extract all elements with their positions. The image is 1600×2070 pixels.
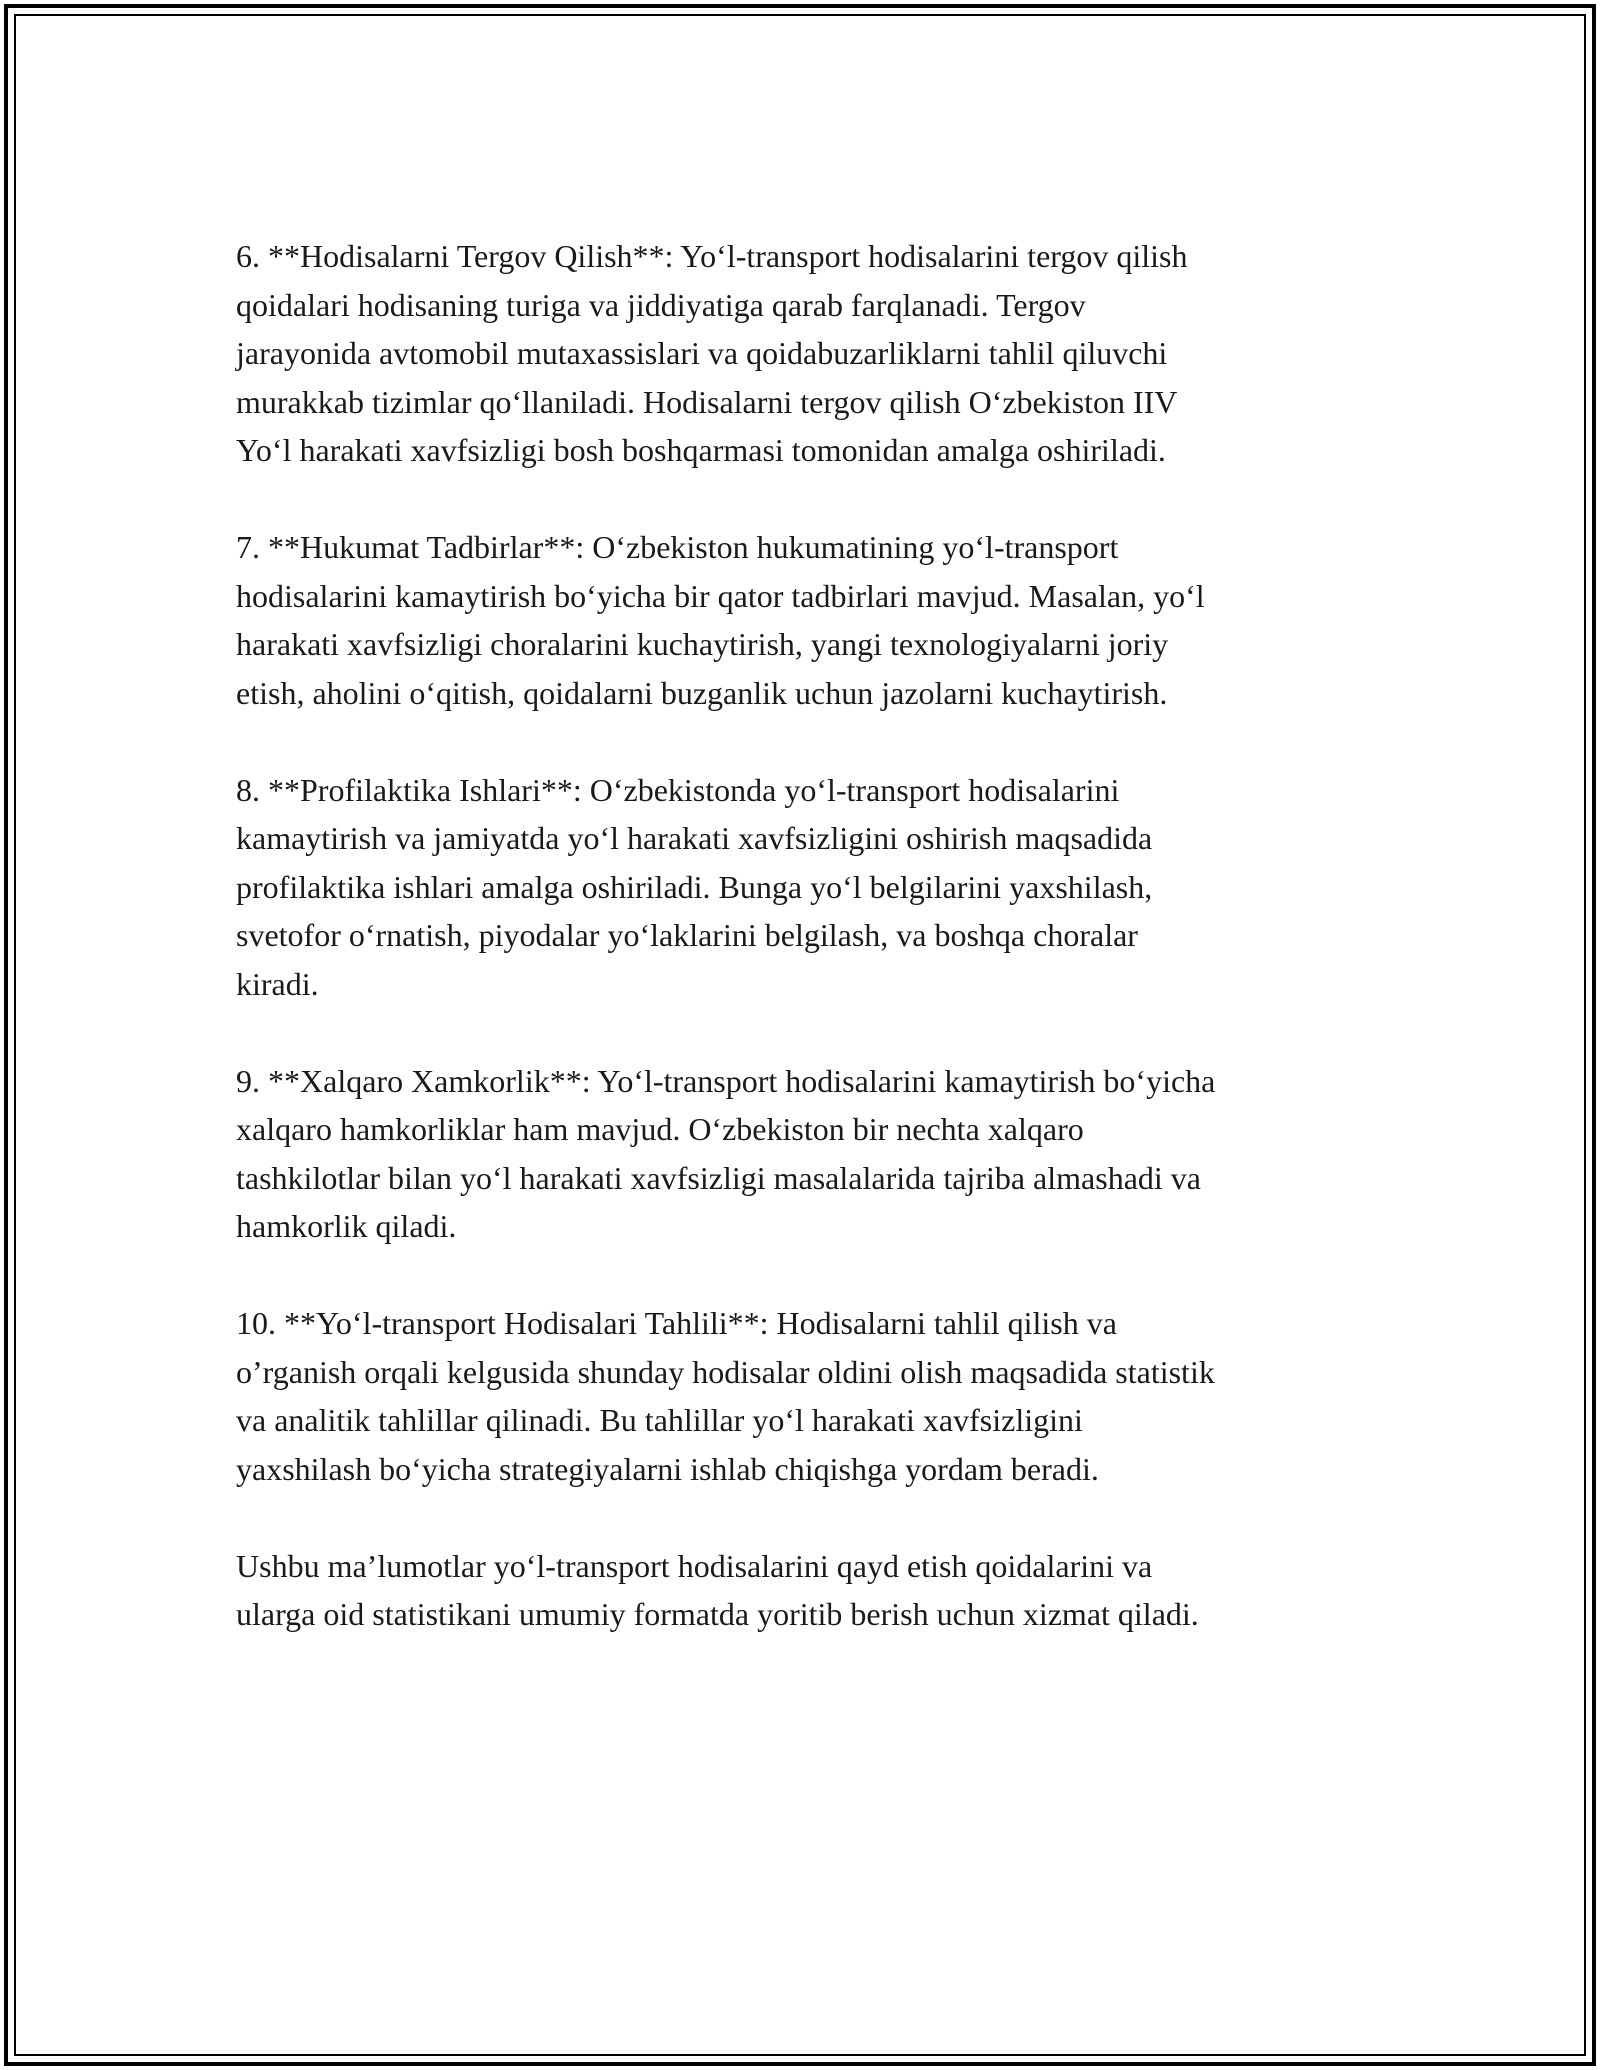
document-body — [236, 232, 1376, 1639]
paragraph-8-prevention-work: 8. **Profilaktika Ishlari**: O‘zbekistonda yo‘l-transport hodisalarini kamaytirish va jamiyatda yo‘l harakati xavfsizligini oshirish maqsadida profilaktika ishlari amalga oshiriladi. Bunga yo‘l belgilarini yaxshilash, svetofor o‘rnatish, piyodalar yo‘laklarini belgilash, va boshqa choralar kiradi. — [236, 771, 1153, 1002]
paragraph-7-government-measures: 7. **Hukumat Tadbirlar**: O‘zbekiston hukumatining yo‘l-transport hodisalarini kamaytirish bo‘yicha bir qator tadbirlari mavjud. Masalan, yo‘l harakati xavfsizligi choralarini kuchaytirish, yangi texnologiyalarni joriy etish, aholini o‘qitish, qoidalarni buzganlik uchun jazolarni kuchaytirish. — [236, 529, 1205, 711]
paragraph-6-investigation: 6. **Hodisalarni Tergov Qilish**: Yo‘l-transport hodisalarini tergov qilish qoidalari hodisaning turiga va jiddiyatiga qarab farqlanadi. Tergov jarayonida avtomobil mutaxassislari va qoidabuzarliklarni tahlil qiluvchi murakkab tizimlar qo‘llaniladi. Hodisalarni tergov qilish O‘zbekiston IIV Yo‘l harakati xavfsizligi bosh boshqarmasi tomonidan amalga oshiriladi. — [236, 238, 1188, 468]
paragraph-9-international-cooperation: 9. **Xalqaro Xamkorlik**: Yo‘l-transport hodisalarini kamaytirish bo‘yicha xalqaro hamkorliklar ham mavjud. O‘zbekiston bir nechta xalqaro tashkilotlar bilan yo‘l harakati xavfsizligi masalalarida tajriba almashadi va hamkorlik qiladi. — [236, 1062, 1216, 1244]
paragraph-10-accident-analysis: 10. **Yo‘l-transport Hodisalari Tahlili**: Hodisalarni tahlil qilish va o’rganish orqali kelgusida shunday hodisalar oldini olish maqsadida statistik va analitik tahlillar qilinadi. Bu tahlillar yo‘l harakati xavfsizligini yaxshilash bo‘yicha strategiyalarni ishlab chiqishga yordam beradi. — [236, 1305, 1215, 1487]
paragraph-conclusion: Ushbu ma’lumotlar yo‘l-transport hodisalarini qayd etish qoidalarini va ularga oid statistikani umumiy formatda yoritib berish uchun xizmat qiladi. — [236, 1547, 1199, 1632]
